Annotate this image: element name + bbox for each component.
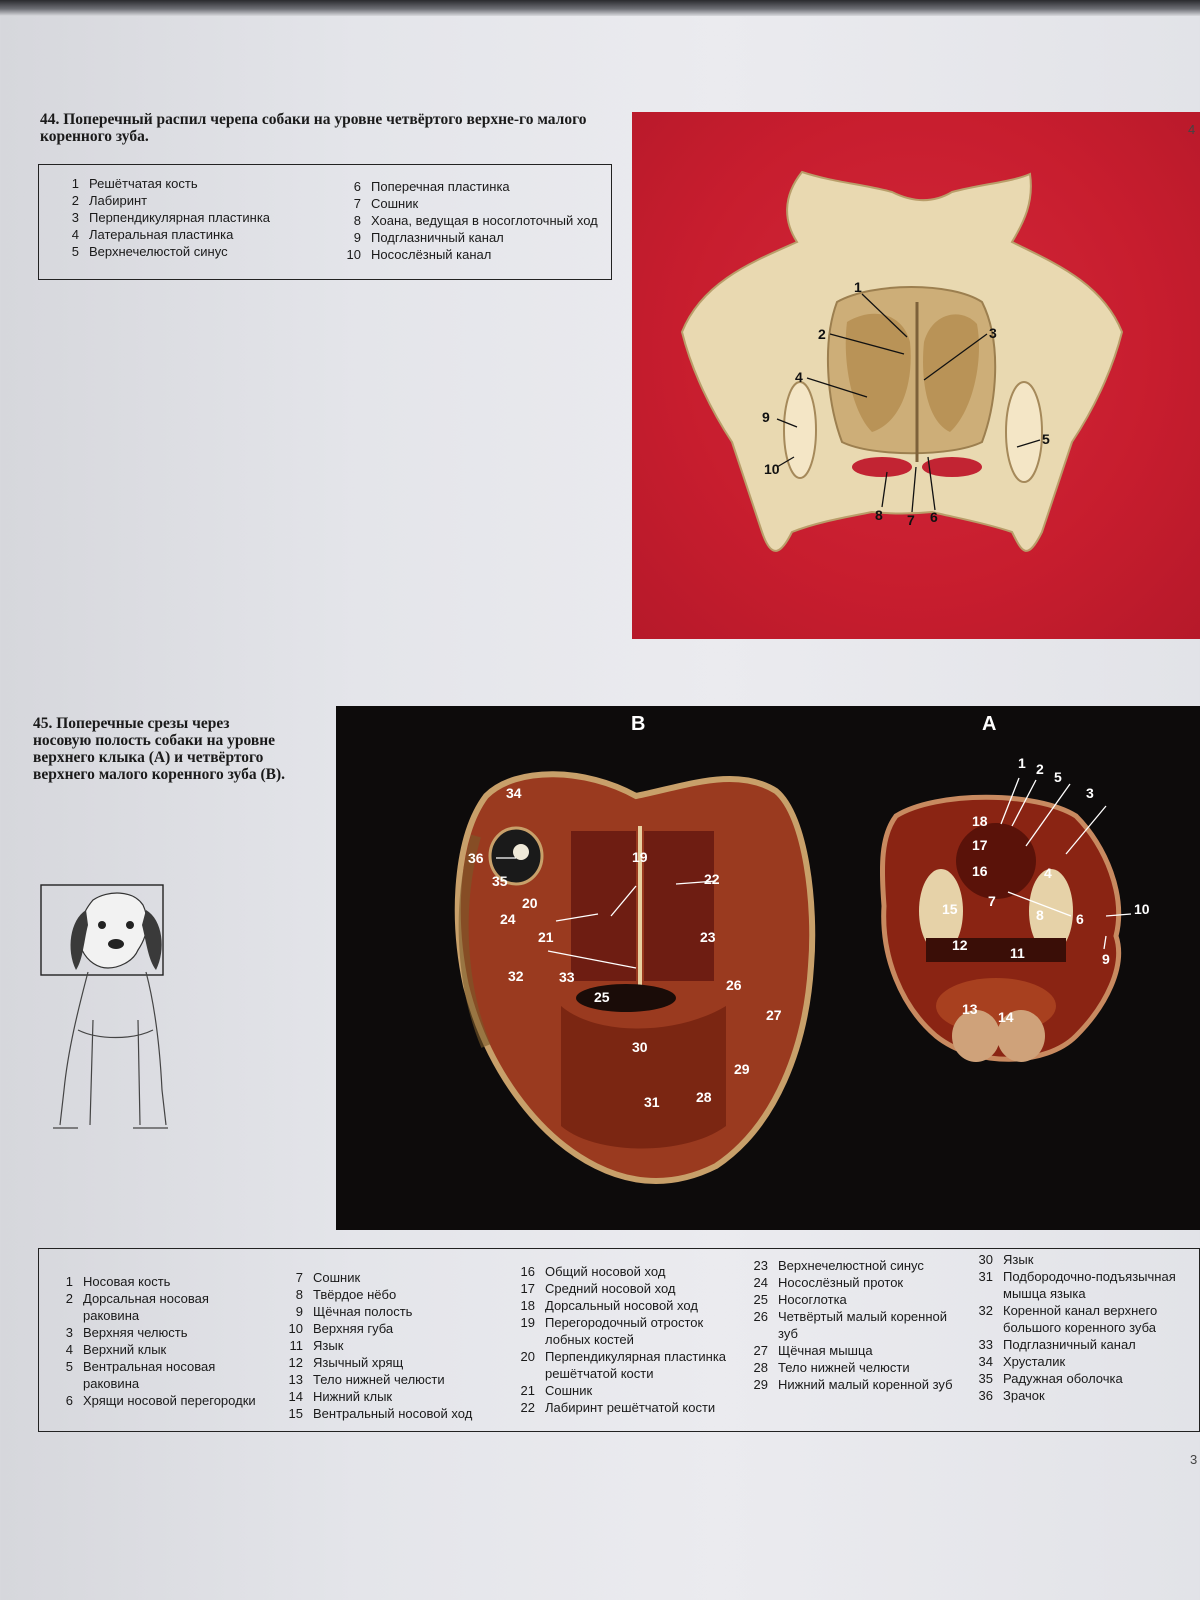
legend-item xyxy=(509,1348,734,1382)
legend-text: Подглазничный канал xyxy=(371,230,504,245)
legend-text: Сошник xyxy=(313,1270,361,1285)
callout-number: 11 xyxy=(1010,945,1025,961)
legend-text: Сошник xyxy=(371,196,419,211)
legend-item xyxy=(967,1268,1200,1302)
legend-text: Перпендикулярная пластинка xyxy=(89,210,271,225)
legend-number: 1 xyxy=(65,1274,73,1289)
callout-number: 19 xyxy=(632,849,648,865)
legend-item xyxy=(335,212,605,229)
legend-text: Перегородочный отросток лобных костей xyxy=(545,1315,704,1347)
legend-item xyxy=(277,1405,497,1422)
callout-number: 29 xyxy=(734,1061,750,1077)
figure-45-legend-col-3 xyxy=(509,1263,734,1416)
legend-item xyxy=(967,1353,1200,1370)
legend-text: Верхний клык xyxy=(83,1342,167,1357)
figure-44-legend-right xyxy=(335,178,605,263)
callout-number: 26 xyxy=(726,977,742,993)
callout-number: 32 xyxy=(508,968,524,984)
section-b-label: B xyxy=(631,713,646,735)
callout-number: 9 xyxy=(762,409,770,425)
legend-number: 30 xyxy=(978,1252,993,1267)
legend-text: Радужная оболочка xyxy=(1003,1371,1123,1386)
callout-number: 3 xyxy=(989,325,997,341)
legend-text: Решётчатая кость xyxy=(89,176,198,191)
callout-number: 1 xyxy=(1018,755,1026,771)
legend-text: Щёчная мышца xyxy=(778,1343,873,1358)
legend-number: 25 xyxy=(753,1292,768,1307)
callout-number: 8 xyxy=(1036,907,1044,923)
legend-item xyxy=(47,1341,257,1358)
legend-number: 28 xyxy=(753,1360,768,1375)
legend-item xyxy=(277,1286,497,1303)
legend-item xyxy=(742,1274,957,1291)
legend-number: 14 xyxy=(288,1389,303,1404)
callout-number: 22 xyxy=(704,871,720,887)
legend-item xyxy=(277,1303,497,1320)
legend-number: 22 xyxy=(520,1400,535,1415)
legend-item xyxy=(967,1302,1200,1336)
legend-number: 10 xyxy=(288,1321,303,1336)
legend-number: 31 xyxy=(978,1269,993,1284)
legend-text: Латеральная пластинка xyxy=(89,227,234,242)
legend-text: Подбородочно-подъязычная мышца языка xyxy=(1003,1269,1176,1301)
legend-text: Носослёзный канал xyxy=(371,247,492,262)
figure-44-legend xyxy=(38,164,612,280)
legend-text: Лабиринт решётчатой кости xyxy=(545,1400,716,1415)
legend-item xyxy=(967,1370,1200,1387)
legend-text: Хрусталик xyxy=(1003,1354,1066,1369)
callout-number: 4 xyxy=(1044,865,1052,881)
callout-number: 20 xyxy=(522,895,538,911)
legend-item xyxy=(47,1290,257,1324)
legend-number: 16 xyxy=(520,1264,535,1279)
legend-text: Тело нижней челюсти xyxy=(313,1372,445,1387)
legend-number: 23 xyxy=(753,1258,768,1273)
legend-item xyxy=(47,1358,257,1392)
callout-number: 33 xyxy=(559,969,575,985)
legend-number: 24 xyxy=(753,1275,768,1290)
legend-text: Верхняя челюсть xyxy=(83,1325,188,1340)
callout-number: 12 xyxy=(952,937,968,953)
legend-number: 4 xyxy=(71,227,79,242)
legend-number: 6 xyxy=(353,179,361,194)
legend-item xyxy=(277,1320,497,1337)
figure-45-legend-col-5 xyxy=(967,1251,1200,1404)
figure-45-legend-col-2 xyxy=(277,1269,497,1422)
legend-item xyxy=(53,175,323,192)
callout-number: 17 xyxy=(972,837,988,853)
legend-text: Тело нижней челюсти xyxy=(778,1360,910,1375)
callout-number: 24 xyxy=(500,911,516,927)
legend-text: Хоана, ведущая в носоглоточный ход xyxy=(371,213,598,228)
legend-item xyxy=(335,178,605,195)
legend-item xyxy=(967,1336,1200,1353)
legend-text: Щёчная полость xyxy=(313,1304,413,1319)
legend-number: 9 xyxy=(353,230,361,245)
legend-number: 13 xyxy=(288,1372,303,1387)
legend-item xyxy=(47,1324,257,1341)
callout-number: 6 xyxy=(1076,911,1084,927)
callout-number: 7 xyxy=(988,893,996,909)
callout-number: 14 xyxy=(998,1009,1014,1025)
legend-number: 11 xyxy=(289,1338,303,1353)
legend-text: Верхнечелюстной синус xyxy=(778,1258,924,1273)
legend-item xyxy=(509,1263,734,1280)
legend-text: Верхнечелюстой синус xyxy=(89,244,228,259)
legend-number: 7 xyxy=(353,196,361,211)
legend-item xyxy=(277,1354,497,1371)
callout-number: 1 xyxy=(854,279,862,295)
legend-text: Носовая кость xyxy=(83,1274,171,1289)
legend-text: Общий носовой ход xyxy=(545,1264,666,1279)
legend-text: Хрящи носовой перегородки xyxy=(83,1393,256,1408)
legend-text: Язык xyxy=(1003,1252,1034,1267)
legend-number: 6 xyxy=(65,1393,73,1408)
figure-45-legend xyxy=(38,1248,1200,1432)
legend-text: Вентральная носовая раковина xyxy=(83,1359,216,1391)
legend-item xyxy=(509,1280,734,1297)
callout-number: 15 xyxy=(942,901,958,917)
legend-text: Сошник xyxy=(545,1383,593,1398)
legend-item xyxy=(742,1308,957,1342)
legend-item xyxy=(335,195,605,212)
legend-text: Вентральный носовой ход xyxy=(313,1406,473,1421)
legend-item xyxy=(742,1376,957,1393)
legend-item xyxy=(47,1273,257,1290)
legend-item xyxy=(335,246,605,263)
legend-text: Средний носовой ход xyxy=(545,1281,676,1296)
legend-text: Подглазничный канал xyxy=(1003,1337,1136,1352)
legend-text: Поперечная пластинка xyxy=(371,179,510,194)
legend-item xyxy=(509,1399,734,1416)
legend-number: 17 xyxy=(520,1281,535,1296)
callout-number: 36 xyxy=(468,850,484,866)
legend-item xyxy=(967,1387,1200,1404)
legend-item xyxy=(53,243,323,260)
figure-45-legend-col-1 xyxy=(47,1273,257,1409)
figure-45-title: 45. Поперечные срезы через носовую полость собаки на уровне верхнего клыка (А) и четвёртого верхнего малого коренного зуба (В). xyxy=(33,715,285,783)
callout-number: 34 xyxy=(506,785,522,801)
callout-number: 2 xyxy=(1036,761,1044,777)
legend-number: 20 xyxy=(520,1349,535,1364)
callout-number: 35 xyxy=(492,873,508,889)
legend-item xyxy=(742,1291,957,1308)
legend-number: 19 xyxy=(520,1315,535,1330)
callout-number: 4 xyxy=(795,369,803,385)
callout-number: 31 xyxy=(644,1094,660,1110)
legend-item xyxy=(509,1314,734,1348)
legend-number: 3 xyxy=(65,1325,73,1340)
legend-number: 18 xyxy=(520,1298,535,1313)
legend-number: 33 xyxy=(978,1337,993,1352)
callout-number: 10 xyxy=(764,461,780,477)
skull-cross-section-illustration xyxy=(632,112,1200,639)
legend-number: 10 xyxy=(346,247,361,262)
callout-number: 8 xyxy=(875,507,883,523)
legend-item xyxy=(742,1257,957,1274)
legend-number: 2 xyxy=(71,193,79,208)
legend-number: 7 xyxy=(295,1270,303,1285)
legend-text: Коренной канал верхнего большого коренного зуба xyxy=(1003,1303,1158,1335)
dog-drawing-icon xyxy=(38,880,188,1140)
legend-number: 34 xyxy=(978,1354,993,1369)
callout-number: 5 xyxy=(1054,769,1062,785)
legend-item xyxy=(47,1392,257,1409)
legend-item xyxy=(277,1269,497,1286)
legend-text: Четвёртый малый коренной зуб xyxy=(778,1309,948,1341)
legend-text: Язык xyxy=(313,1338,344,1353)
legend-item xyxy=(509,1297,734,1314)
callout-number: 30 xyxy=(632,1039,648,1055)
legend-text: Перпендикулярная пластинка решётчатой кости xyxy=(545,1349,727,1381)
legend-number: 8 xyxy=(353,213,361,228)
callout-number: 27 xyxy=(766,1007,782,1023)
legend-item xyxy=(967,1251,1200,1268)
legend-text: Дорсальный носовой ход xyxy=(545,1298,698,1313)
legend-item xyxy=(53,209,323,226)
legend-number: 12 xyxy=(288,1355,303,1370)
legend-text: Верхняя губа xyxy=(313,1321,394,1336)
legend-item xyxy=(742,1359,957,1376)
legend-number: 26 xyxy=(753,1309,768,1324)
legend-number: 2 xyxy=(65,1291,73,1306)
legend-item xyxy=(277,1388,497,1405)
legend-number: 32 xyxy=(978,1303,993,1318)
legend-text: Нижний малый коренной зуб xyxy=(778,1377,953,1392)
legend-item xyxy=(335,229,605,246)
legend-number: 4 xyxy=(65,1342,73,1357)
page-mark-top: 4 xyxy=(1188,122,1196,137)
legend-number: 36 xyxy=(978,1388,993,1403)
callout-number: 5 xyxy=(1042,431,1050,447)
legend-number: 8 xyxy=(295,1287,303,1302)
nasal-sections-illustration xyxy=(336,706,1200,1230)
callout-number: 6 xyxy=(930,509,938,525)
callout-number: 9 xyxy=(1102,951,1110,967)
legend-number: 27 xyxy=(753,1343,768,1358)
legend-item xyxy=(277,1371,497,1388)
legend-item xyxy=(742,1342,957,1359)
legend-number: 35 xyxy=(978,1371,993,1386)
legend-text: Носоглотка xyxy=(778,1292,847,1307)
callout-number: 3 xyxy=(1086,785,1094,801)
legend-text: Язычный хрящ xyxy=(313,1355,404,1370)
section-a-label: A xyxy=(982,713,997,735)
callout-number: 25 xyxy=(594,989,610,1005)
legend-text: Носослёзный проток xyxy=(778,1275,904,1290)
page-mark-bottom: 3 xyxy=(1190,1452,1198,1467)
figure-44-title: 44. Поперечный распил черепа собаки на уровне четвёртого верхне-го малого коренного зуба. xyxy=(40,111,587,145)
legend-item xyxy=(53,192,323,209)
legend-number: 15 xyxy=(288,1406,303,1421)
legend-item xyxy=(277,1337,497,1354)
legend-item xyxy=(53,226,323,243)
callout-number: 21 xyxy=(538,929,554,945)
legend-number: 21 xyxy=(520,1383,535,1398)
callout-number: 23 xyxy=(700,929,716,945)
legend-item xyxy=(509,1382,734,1399)
callout-number: 28 xyxy=(696,1089,712,1105)
legend-text: Нижний клык xyxy=(313,1389,393,1404)
callout-number: 7 xyxy=(907,512,915,528)
callout-number: 13 xyxy=(962,1001,978,1017)
legend-number: 5 xyxy=(71,244,79,259)
callout-number: 10 xyxy=(1134,901,1150,917)
figure-44-photo xyxy=(632,112,1200,639)
callout-number: 16 xyxy=(972,863,988,879)
figure-45-photo xyxy=(336,706,1200,1230)
legend-number: 29 xyxy=(753,1377,768,1392)
callout-number: 18 xyxy=(972,813,988,829)
legend-number: 3 xyxy=(71,210,79,225)
top-edge-shadow xyxy=(0,0,1200,16)
legend-number: 5 xyxy=(65,1359,73,1374)
legend-text: Твёрдое нёбо xyxy=(313,1287,397,1302)
figure-45-legend-col-4 xyxy=(742,1257,957,1393)
legend-text: Дорсальная носовая раковина xyxy=(83,1291,209,1323)
figure-44-legend-left xyxy=(53,175,323,260)
legend-number: 9 xyxy=(295,1304,303,1319)
legend-text: Лабиринт xyxy=(89,193,148,208)
callout-number: 2 xyxy=(818,326,826,342)
legend-text: Зрачок xyxy=(1003,1388,1045,1403)
legend-number: 1 xyxy=(71,176,79,191)
